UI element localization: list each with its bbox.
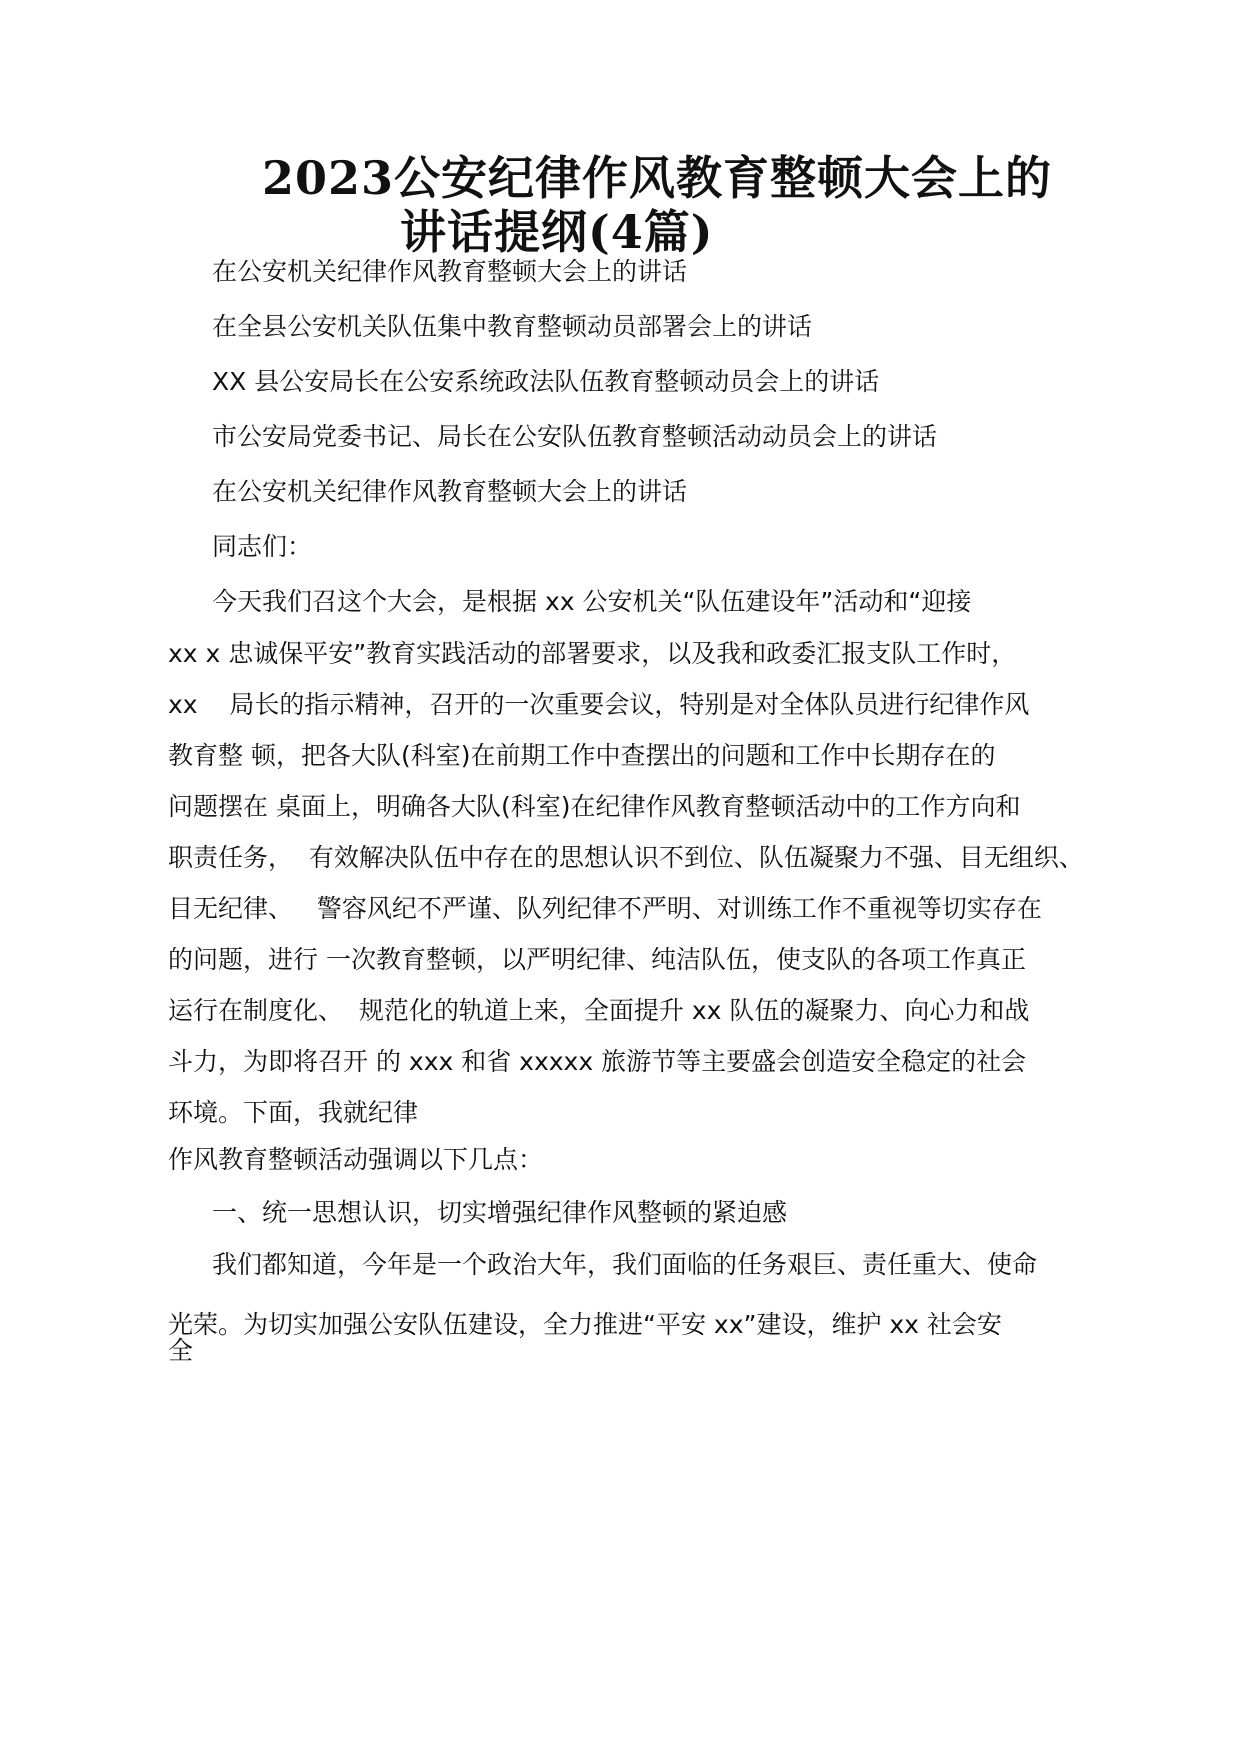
body-line: 作风教育整顿活动强调以下几点： [168, 1145, 544, 1174]
body-line: 光荣。为切实加强公安队伍建设，全力推进“平安 xx”建设，维护 xx 社会安 [168, 1310, 1002, 1339]
body-line: 我们都知道，今年是一个政治大年，我们面临的任务艰巨、责任重大、使命 [212, 1250, 1038, 1279]
body-line: 的问题，进行 一次教育整顿，以严明纪律、纯洁队伍，使支队的各项工作真正 [168, 945, 1026, 974]
document-title-line-1: 2023公安纪律作风教育整顿大会上的 [262, 151, 1053, 205]
document-title-line-2: 讲话提纲(4篇) [400, 205, 714, 259]
body-line: 职责任务， 有效解决队伍中存在的思想认识不到位、队伍凝聚力不强、目无组织、 [168, 843, 1084, 872]
toc-item: 市公安局党委书记、局长在公安队伍教育整顿活动动员会上的讲话 [212, 422, 938, 451]
body-line: 教育整 顿，把各大队(科室)在前期工作中查摆出的问题和工作中长期存在的 [168, 741, 996, 770]
body-line: 目无纪律、 警容风纪不严谨、队列纪律不严明、对训练工作不重视等切实存在 [168, 894, 1042, 923]
body-line: 全 [168, 1336, 194, 1365]
body-line: 斗力，为即将召开 的 xxx 和省 xxxxx 旅游节等主要盛会创造安全稳定的社会 [168, 1047, 1027, 1076]
body-line: 今天我们召这个大会，是根据 xx 公安机关“队伍建设年”活动和“迎接 [212, 587, 972, 616]
toc-item: XX 县公安局长在公安系统政法队伍教育整顿动员会上的讲话 [212, 367, 880, 396]
body-line: 环境。下面，我就纪律 [168, 1098, 419, 1127]
body-line: xx 局长的指示精神，召开的一次重要会议，特别是对全体队员进行纪律作风 [168, 690, 1030, 719]
body-line: 运行在制度化、 规范化的轨道上来，全面提升 xx 队伍的凝聚力、向心力和战 [168, 996, 1030, 1025]
toc-item: 在全县公安机关队伍集中教育整顿动员部署会上的讲话 [212, 312, 813, 341]
toc-item: 在公安机关纪律作风教育整顿大会上的讲话 [212, 257, 688, 286]
salutation: 同志们： [212, 532, 313, 561]
body-line: xx x 忠诚保平安”教育实践活动的部署要求，以及我和政委汇报支队工作时， [168, 639, 1017, 668]
section-heading: 一、统一思想认识，切实增强纪律作风整顿的紧迫感 [212, 1198, 788, 1227]
toc-item: 在公安机关纪律作风教育整顿大会上的讲话 [212, 477, 688, 506]
body-line: 问题摆在 桌面上，明确各大队(科室)在纪律作风教育整顿活动中的工作方向和 [168, 792, 1021, 821]
